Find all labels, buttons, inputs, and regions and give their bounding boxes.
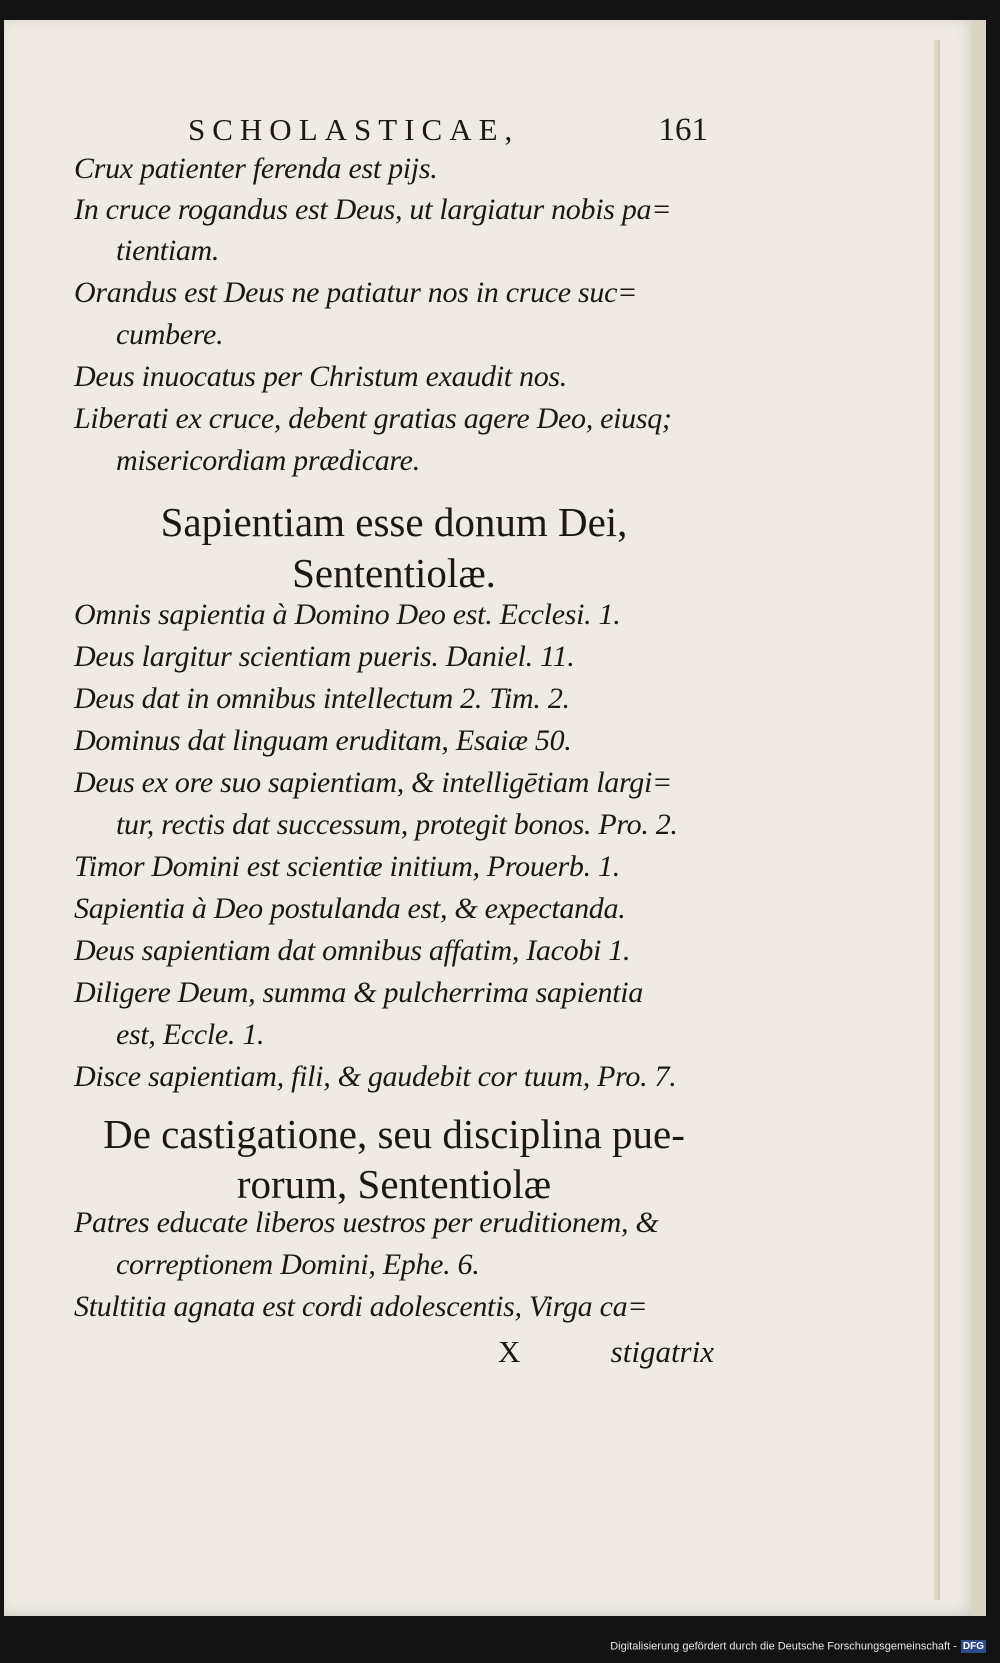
dfg-logo: DFG [962, 1641, 984, 1652]
text-line: Dominus dat linguam eruditam, Esaiæ 50. [74, 724, 572, 757]
text-line: tientiam. [116, 234, 220, 267]
text-line: Orandus est Deus ne patiatur nos in cruce suc= [74, 276, 638, 309]
signature-mark: X [498, 1334, 521, 1369]
text-line: tur, rectis dat successum, protegit bonos. Pro. 2. [116, 808, 678, 841]
text-line: est, Eccle. 1. [116, 1018, 265, 1051]
digitization-credit [610, 1640, 986, 1658]
credit-text: Digitalisierung gefördert durch die Deutsche Forschungsgemeinschaft - [610, 1640, 957, 1653]
text-line: cumbere. [116, 318, 224, 351]
section-heading: De castigatione, seu disciplina pue- [103, 1111, 685, 1157]
text-line: Deus dat in omnibus intellectum 2. Tim. 2. [74, 682, 570, 715]
text-line: Deus inuocatus per Christum exaudit nos. [74, 360, 567, 393]
text-line: Stultitia agnata est cordi adolescentis, Virga ca= [74, 1290, 648, 1323]
page-number: 161 [658, 112, 708, 148]
text-line: Liberati ex cruce, debent gratias agere Deo, eiusq; [74, 402, 672, 435]
section-heading: rorum, Sententiolæ [236, 1161, 552, 1207]
section-heading: Sapientiam esse donum Dei, [160, 499, 628, 545]
text-line: Deus sapientiam dat omnibus affatim, Iacobi 1. [74, 934, 631, 967]
text-line: Deus largitur scientiam pueris. Daniel. 11. [74, 640, 575, 673]
text-line: Omnis sapientia à Domino Deo est. Ecclesi. 1. [74, 598, 621, 631]
text-line: Diligere Deum, summa & pulcherrima sapientia [74, 976, 643, 1009]
text-line: In cruce rogandus est Deus, ut largiatur nobis pa= [74, 193, 672, 226]
text-line: Sapientia à Deo postulanda est, & expectanda. [74, 892, 626, 925]
text-line: Deus ex ore suo sapientiam, & intelligētiam largi= [74, 766, 672, 799]
page-edge [934, 40, 940, 1600]
text-line: Disce sapientiam, fili, & gaudebit cor tuum, Pro. 7. [74, 1060, 677, 1093]
text-line: Crux patienter ferenda est pijs. [74, 152, 438, 185]
section-heading: Sententiolæ. [292, 550, 496, 596]
text-line: Timor Domini est scientiæ initium, Prouerb. 1. [74, 850, 620, 883]
text-line: correptionem Domini, Ephe. 6. [116, 1248, 480, 1281]
catchword: stigatrix [610, 1334, 714, 1369]
running-head-title: SCHOLASTICAE, [188, 112, 520, 147]
text-line: misericordiam prædicare. [116, 444, 420, 477]
text-line: Patres educate liberos uestros per eruditionem, & [74, 1206, 659, 1239]
running-head [188, 112, 708, 152]
catchline [74, 1334, 714, 1374]
